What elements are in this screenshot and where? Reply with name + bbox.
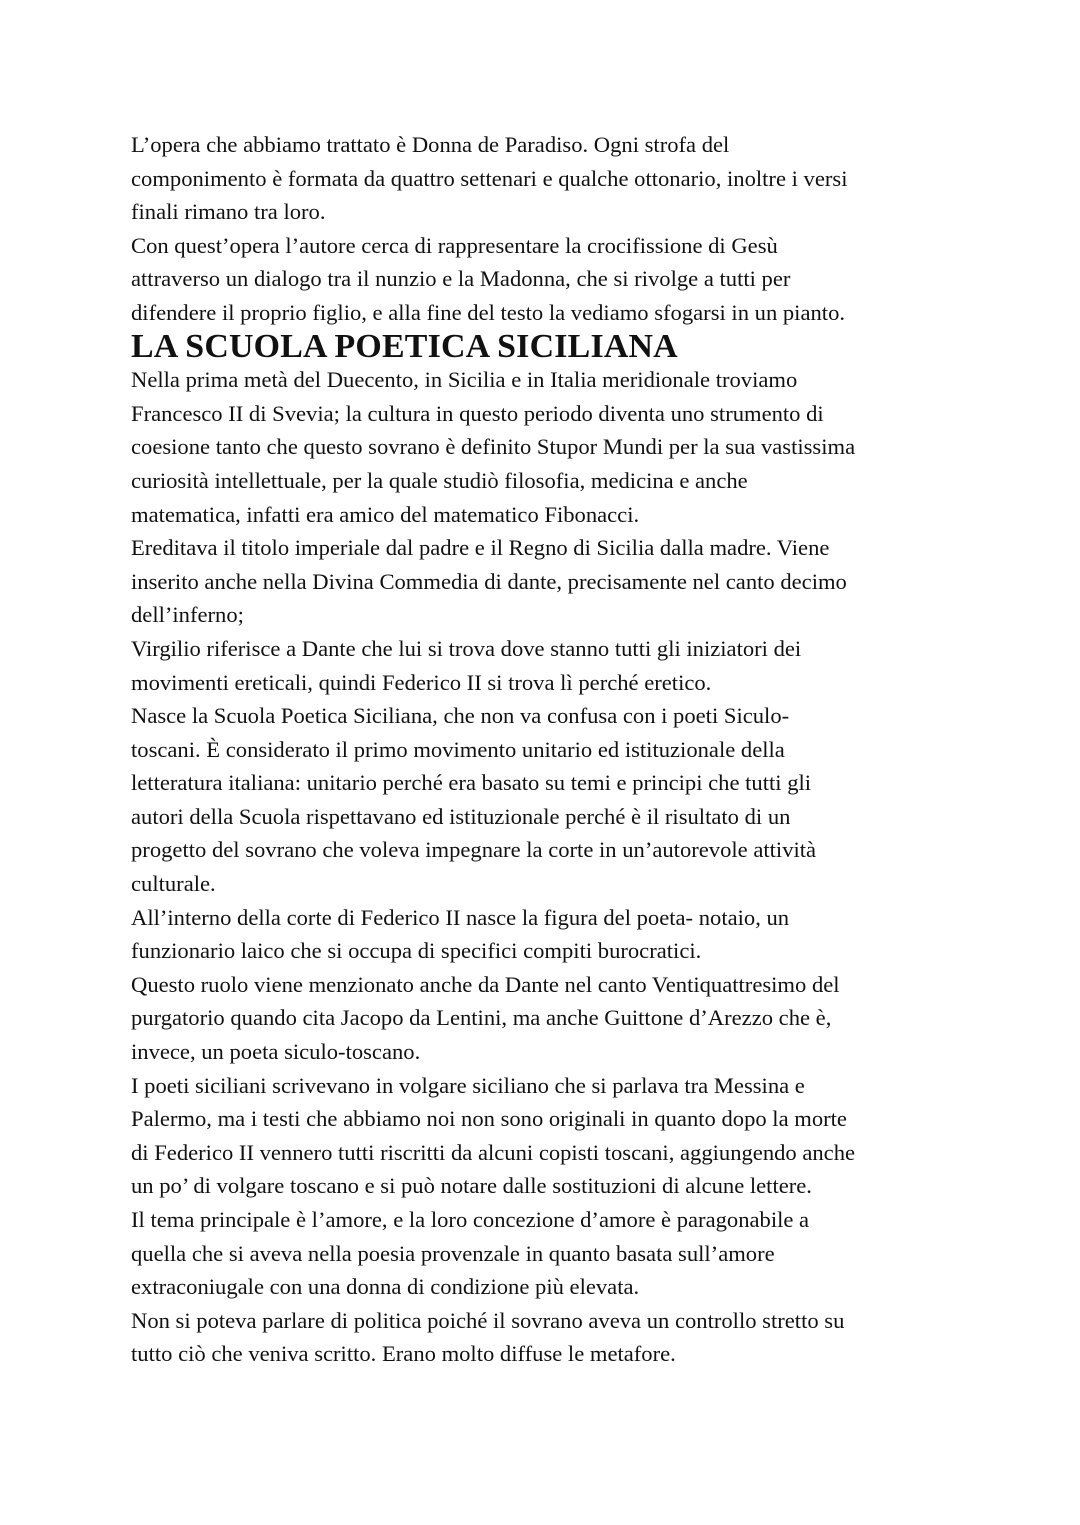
paragraph-poeta-notaio: All’interno della corte di Federico II nasce la figura del poeta- notaio, un funzionario laico che si occupa di specifici compiti burocratici. (131, 904, 790, 964)
section-heading: LA SCUOLA POETICA SICILIANA (131, 327, 678, 365)
paragraph-ventiquattresimo: Questo ruolo viene menzionato anche da Dante nel canto Ventiquattresimo del purgatorio quando cita Jacopo da Lentini, ma anche Guittone d’Arezzo che è, invece, un poeta siculo-toscano. (131, 971, 840, 1065)
paragraph-duecento: Nella prima metà del Duecento, in Sicilia e in Italia meridionale troviamo Francesco II di Svevia; la cultura in questo periodo diventa uno strumento di coesione tanto che questo sovrano è definito Stupor Mundi per la sua vastissima curiosità intellettuale, per la quale studiò filosofia, medicina e anche matematica, infatti era amico del matematico Fibonacci. (131, 367, 856, 527)
paragraph-titolo-imperiale: Ereditava il titolo imperiale dal padre e il Regno di Sicilia dalla madre. Viene inserito anche nella Divina Commedia di dante, precisamente nel canto decimo dell’inferno; (131, 535, 847, 628)
paragraph-politica: Non si poteva parlare di politica poiché il sovrano aveva un controllo stretto su tutto ciò che veniva scritto. Erano molto diffuse le metafore. (131, 1307, 845, 1367)
paragraph-volgare-siciliano: I poeti siciliani scrivevano in volgare siciliano che si parlava tra Messina e Palermo, ma i testi che abbiamo noi non sono originali in quanto dopo la morte di Federico II vennero tutti riscritti da alcuni copisti toscani, aggiungendo anche un po’ di volgare toscano e si può notare dalle sostituzioni di alcune lettere. (131, 1072, 856, 1199)
paragraph-scuola-poetica: Nasce la Scuola Poetica Siciliana, che non va confusa con i poeti Siculo- toscani. È considerato il primo movimento unitario ed istituzionale della letteratura italiana: unitario perché era basato su temi e principi che tutti gli autori della Scuola rispettavano ed istituzionale perché è il risultato di un progetto del sovrano che voleva impegnare la corte in un’autorevole attività culturale. (131, 703, 817, 897)
paragraph-tema-amore: Il tema principale è l’amore, e la loro concezione d’amore è paragonabile a quella che si aveva nella poesia provenzale in quanto basata sull’amore extraconiugale con una donna di condizione più elevata. (131, 1207, 810, 1300)
paragraph-donna-de-paradiso: L’opera che abbiamo trattato è Donna de Paradiso. Ogni strofa del componimento è formata da quattro settenari e qualche ottonario, inoltre i versi finali rimano tra loro. (131, 132, 848, 225)
document-page (131, 128, 961, 1371)
paragraph-virgilio: Virgilio riferisce a Dante che lui si trova dove stanno tutti gli iniziatori dei movimenti ereticali, quindi Federico II si trova lì perché eretico. (131, 635, 802, 695)
paragraph-crocifissione: Con quest’opera l’autore cerca di rappresentare la crocifissione di Gesù attraverso un dialogo tra il nunzio e la Madonna, che si rivolge a tutti per difendere il proprio figlio, e alla fine del testo la vediamo sfogarsi in un pianto. (131, 232, 846, 325)
